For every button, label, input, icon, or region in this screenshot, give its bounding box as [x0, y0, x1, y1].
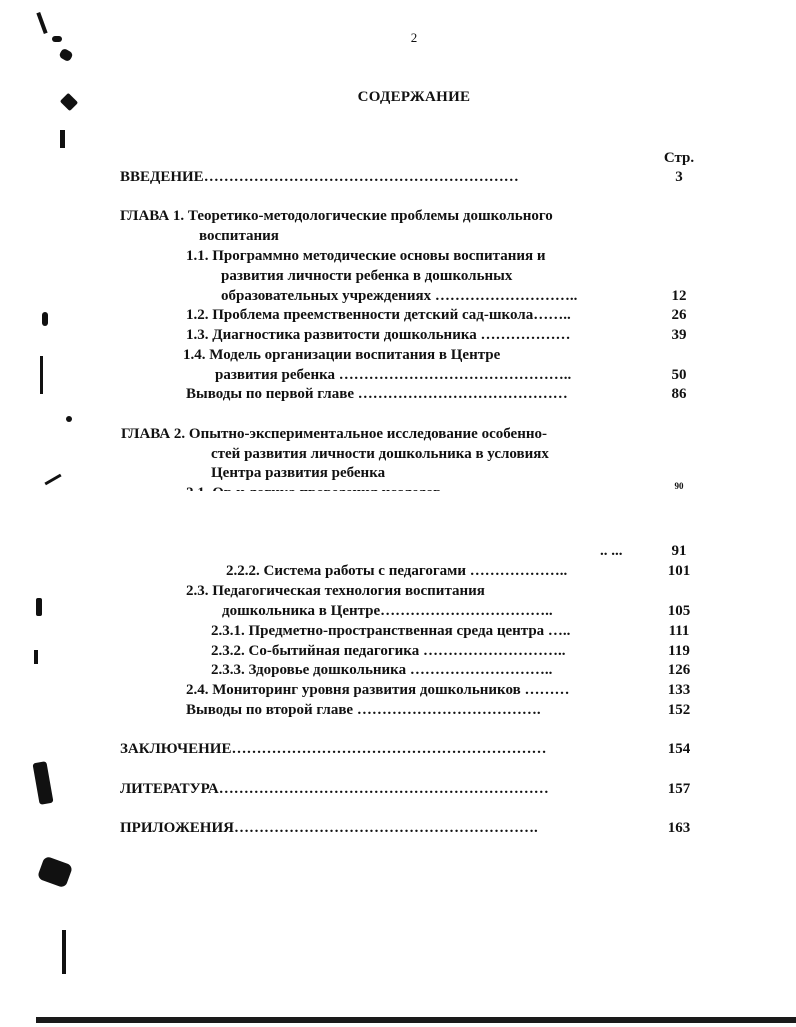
toc-literature-page: 157 [667, 781, 691, 797]
toc-section-1-3-page: 39 [671, 327, 687, 343]
scan-noise [62, 930, 66, 974]
toc-section-2-4: 2.4. Мониторинг уровня развития дошкольников ……… [186, 682, 570, 698]
toc-appendices-page: 163 [667, 820, 691, 836]
toc-section-1-3: 1.3. Диагностика развитости дошкольника ……………… [186, 327, 571, 343]
scan-noise [44, 474, 61, 486]
scan-noise [34, 650, 38, 664]
page-column-header: Стр. [663, 150, 695, 166]
toc-chapter-1-conclusions: Выводы по первой главе …………………………………… [186, 386, 568, 402]
scan-noise [42, 312, 48, 326]
toc-chapter-1-cont: воспитания [199, 228, 279, 244]
scan-noise [60, 130, 65, 148]
toc-section-2-3-1: 2.3.1. Предметно-пространственная среда центра ….. [211, 623, 571, 639]
scan-noise [58, 48, 73, 63]
toc-chapter-2: ГЛАВА 2. Опытно-экспериментальное исследование особенно- [121, 426, 547, 442]
scan-bottom-edge [36, 1017, 796, 1023]
toc-section-1-2: 1.2. Проблема преемственности детский сад-школа…….. [186, 307, 571, 323]
toc-section-2-3-cont: дошкольника в Центре…………………………….. [222, 603, 553, 619]
toc-section-1-1-cont2: образовательных учреждениях ……………………….. [221, 288, 578, 304]
scan-noise [40, 356, 43, 394]
toc-chapter-2-cont2: Центра развития ребенка [211, 465, 386, 481]
toc-section-2-3-2: 2.3.2. Со-бытийная педагогика ……………………….. [211, 643, 566, 659]
toc-chapter-1-conclusions-page: 86 [671, 386, 687, 402]
toc-section-1-4-page: 50 [671, 367, 687, 383]
toc-section-2-3-3-page: 126 [667, 662, 691, 678]
toc-literature: ЛИТЕРАТУРА………………………………………………………… [120, 781, 549, 797]
toc-section-1-4-cont: развития ребенка ……………………………………….. [215, 367, 572, 383]
toc-conclusion: ЗАКЛЮЧЕНИЕ……………………………………………………… [120, 741, 547, 757]
toc-section-2-1-x-page: 91 [671, 543, 687, 559]
toc-section-2-3-page: 105 [667, 603, 691, 619]
toc-section-2-1-page: 90 [674, 481, 684, 491]
toc-chapter-2-cont: стей развития личности дошкольника в условиях [211, 446, 549, 462]
toc-section-2-2-2: 2.2.2. Система работы с педагогами ……………….. [226, 563, 568, 579]
toc-section-1-2-page: 26 [671, 307, 687, 323]
toc-intro-page: 3 [675, 169, 683, 185]
scan-noise [36, 598, 42, 616]
toc-section-1-1-cont: развития личности ребенка в дошкольных [221, 268, 513, 284]
toc-section-2-4-page: 133 [667, 682, 691, 698]
toc-conclusion-page: 154 [667, 741, 691, 757]
toc-section-2-2-2-page: 101 [667, 563, 691, 579]
toc-intro: ВВЕДЕНИЕ……………………………………………………… [120, 169, 519, 185]
toc-section-2-3-3: 2.3.3. Здоровье дошкольника ……………………….. [211, 662, 553, 678]
torn-area [186, 491, 706, 539]
toc-chapter-1: ГЛАВА 1. Теоретико-методологические проблемы дошкольного [120, 208, 553, 224]
toc-chapter-2-conclusions-page: 152 [667, 702, 691, 718]
scan-noise [66, 416, 72, 422]
scan-noise [32, 761, 53, 805]
toc-section-1-1-page: 12 [671, 288, 687, 304]
toc-section-1-4: 1.4. Модель организации воспитания в Центре [183, 347, 501, 363]
toc-section-2-3-1-page: 111 [668, 623, 690, 639]
toc-chapter-2-conclusions: Выводы по второй главе ………………………………. [186, 702, 541, 718]
toc-section-2-3-2-page: 119 [668, 643, 690, 659]
toc-section-2-1-x: .. ... [600, 543, 623, 559]
toc-section-1-1: 1.1. Программно методические основы воспитания и [186, 248, 546, 264]
scan-noise [37, 856, 73, 889]
toc-section-2-3: 2.3. Педагогическая технология воспитания [186, 583, 485, 599]
toc-appendices: ПРИЛОЖЕНИЯ……………………………………………………. [120, 820, 538, 836]
page-title: СОДЕРЖАНИЕ [357, 89, 471, 105]
page-number: 2 [410, 30, 418, 45]
